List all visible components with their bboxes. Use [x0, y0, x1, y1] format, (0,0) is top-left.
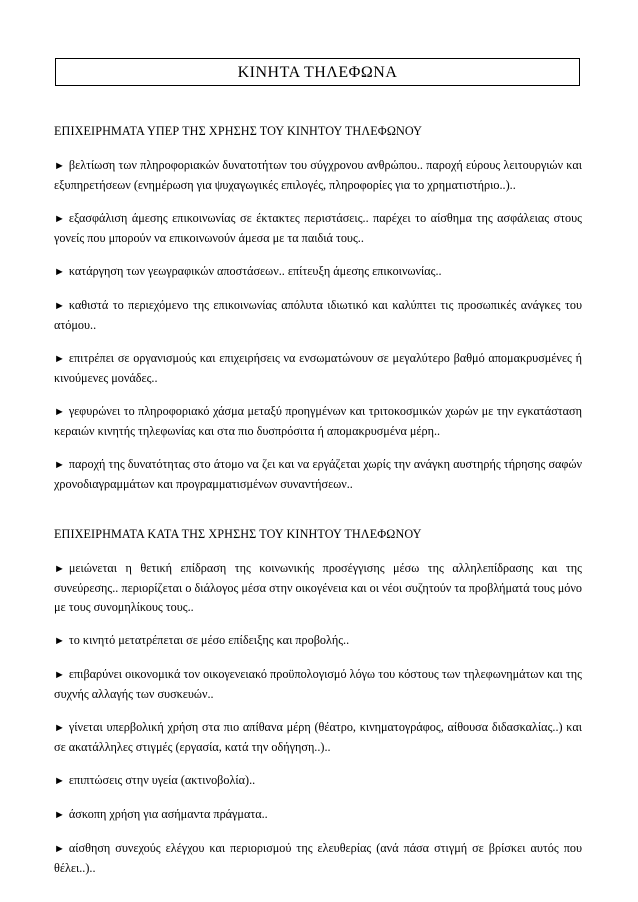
bullet-arrow-icon: ►	[54, 300, 65, 312]
bullet-arrow-icon: ►	[54, 266, 65, 278]
document-body	[54, 123, 582, 892]
section-heading-cons: ΕΠΙΧΕΙΡΗΜΑΤΑ ΚΑΤΑ ΤΗΣ ΧΡΗΣΗΣ ΤΟΥ ΚΙΝΗΤΟΥ ΤΗΛΕΦΩΝΟΥ	[54, 527, 422, 541]
bullet-arrow-icon: ►	[54, 843, 65, 855]
item-text: επιτρέπει σε οργανισμούς και επιχειρήσεις να ενσωματώνουν σε μεγαλύτερο βαθμό απομακρυσμένες ή κινούμενες μονάδες..	[54, 351, 582, 385]
con-item	[54, 839, 582, 878]
item-text: μειώνεται η θετική επίδραση της κοινωνικής προσέγγισης μέσω της αλληλεπίδρασης και της συνεύρεσης.. περιορίζεται ο διάλογος μέσα στην οικογένεια και οι νέοι συζητούν τα προβλήματά τους μόνο με τους συνομηλίκους τους..	[54, 561, 582, 614]
item-text: γίνεται υπερβολική χρήση στα πιο απίθανα μέρη (θέατρο, κινηματογράφος, αίθουσα διδασκαλίας..) και σε ακατάλληλες στιγμές (εργασία, κατά την οδήγηση..)..	[54, 720, 582, 754]
pro-item	[54, 296, 582, 335]
bullet-arrow-icon: ►	[54, 213, 65, 225]
item-text: παροχή της δυνατότητας στο άτομο να ζει και να εργάζεται χωρίς την ανάγκη αυστηρής τήρησης σαφών χρονοδιαγραμμάτων και προγραμματισμένων συναντήσεων..	[54, 457, 582, 491]
pro-item	[54, 402, 582, 441]
pro-item	[54, 156, 582, 195]
pro-item	[54, 349, 582, 388]
con-item	[54, 805, 582, 825]
item-text: καθιστά το περιεχόμενο της επικοινωνίας απόλυτα ιδιωτικό και καλύπτει τις προσωπικές ανάγκες του ατόμου..	[54, 298, 582, 332]
bullet-arrow-icon: ►	[54, 722, 65, 734]
item-text: άσκοπη χρήση για ασήμαντα πράγματα..	[68, 807, 268, 821]
con-item	[54, 559, 582, 617]
pro-item	[54, 262, 582, 282]
item-text: επιπτώσεις στην υγεία (ακτινοβολία)..	[68, 773, 256, 787]
con-item	[54, 665, 582, 704]
bullet-arrow-icon: ►	[54, 406, 65, 418]
item-text: αίσθηση συνεχούς ελέγχου και περιορισμού της ελευθερίας (ανά πάσα στιγμή σε βρίσκει αυτός που θέλει..)..	[54, 841, 582, 875]
bullet-arrow-icon: ►	[54, 775, 65, 787]
bullet-arrow-icon: ►	[54, 160, 65, 172]
bullet-arrow-icon: ►	[54, 669, 65, 681]
page-title: ΚΙΝΗΤΑ ΤΗΛΕΦΩΝΑ	[55, 58, 580, 86]
bullet-arrow-icon: ►	[54, 563, 65, 575]
item-text: κατάργηση των γεωγραφικών αποστάσεων.. επίτευξη άμεσης επικοινωνίας..	[68, 264, 442, 278]
bullet-arrow-icon: ►	[54, 809, 65, 821]
item-text: το κινητό μετατρέπεται σε μέσο επίδειξης και προβολής..	[68, 633, 350, 647]
item-text: γεφυρώνει το πληροφοριακό χάσμα μεταξύ προηγμένων και τριτοκοσμικών χωρών με την εγκατάσταση κεραιών κινητής τηλεφωνίας και στα πιο δυσπρόσιτα ή απομακρυσμένα μέρη..	[54, 404, 582, 438]
section-heading-pros: ΕΠΙΧΕΙΡΗΜΑΤΑ ΥΠΕΡ ΤΗΣ ΧΡΗΣΗΣ ΤΟΥ ΚΙΝΗΤΟΥ ΤΗΛΕΦΩΝΟΥ	[54, 124, 423, 138]
bullet-arrow-icon: ►	[54, 353, 65, 365]
pro-item	[54, 209, 582, 248]
pro-item	[54, 455, 582, 494]
item-text: εξασφάλιση άμεσης επικοινωνίας σε έκτακτες περιστάσεις.. παρέχει το αίσθημα της ασφάλειας στους γονείς που μπορούν να επικοινωνούν άμεσα με τα παιδιά τους..	[54, 211, 582, 245]
item-text: βελτίωση των πληροφοριακών δυνατοτήτων του σύγχρονου ανθρώπου.. παροχή εύρους λειτουργιών και εξυπηρετήσεων (ενημέρωση για ψυχαγωγικές επιλογές, πληροφορίες για το χρηματιστήριο..)..	[54, 158, 582, 192]
bullet-arrow-icon: ►	[54, 459, 65, 471]
con-item	[54, 718, 582, 757]
bullet-arrow-icon: ►	[54, 635, 65, 647]
con-item	[54, 771, 582, 791]
con-item	[54, 631, 582, 651]
item-text: επιβαρύνει οικονομικά τον οικογενειακό προϋπολογισμό λόγω του κόστους των τηλεφωνημάτων και της συχνής αλλαγής των συσκευών..	[54, 667, 582, 701]
